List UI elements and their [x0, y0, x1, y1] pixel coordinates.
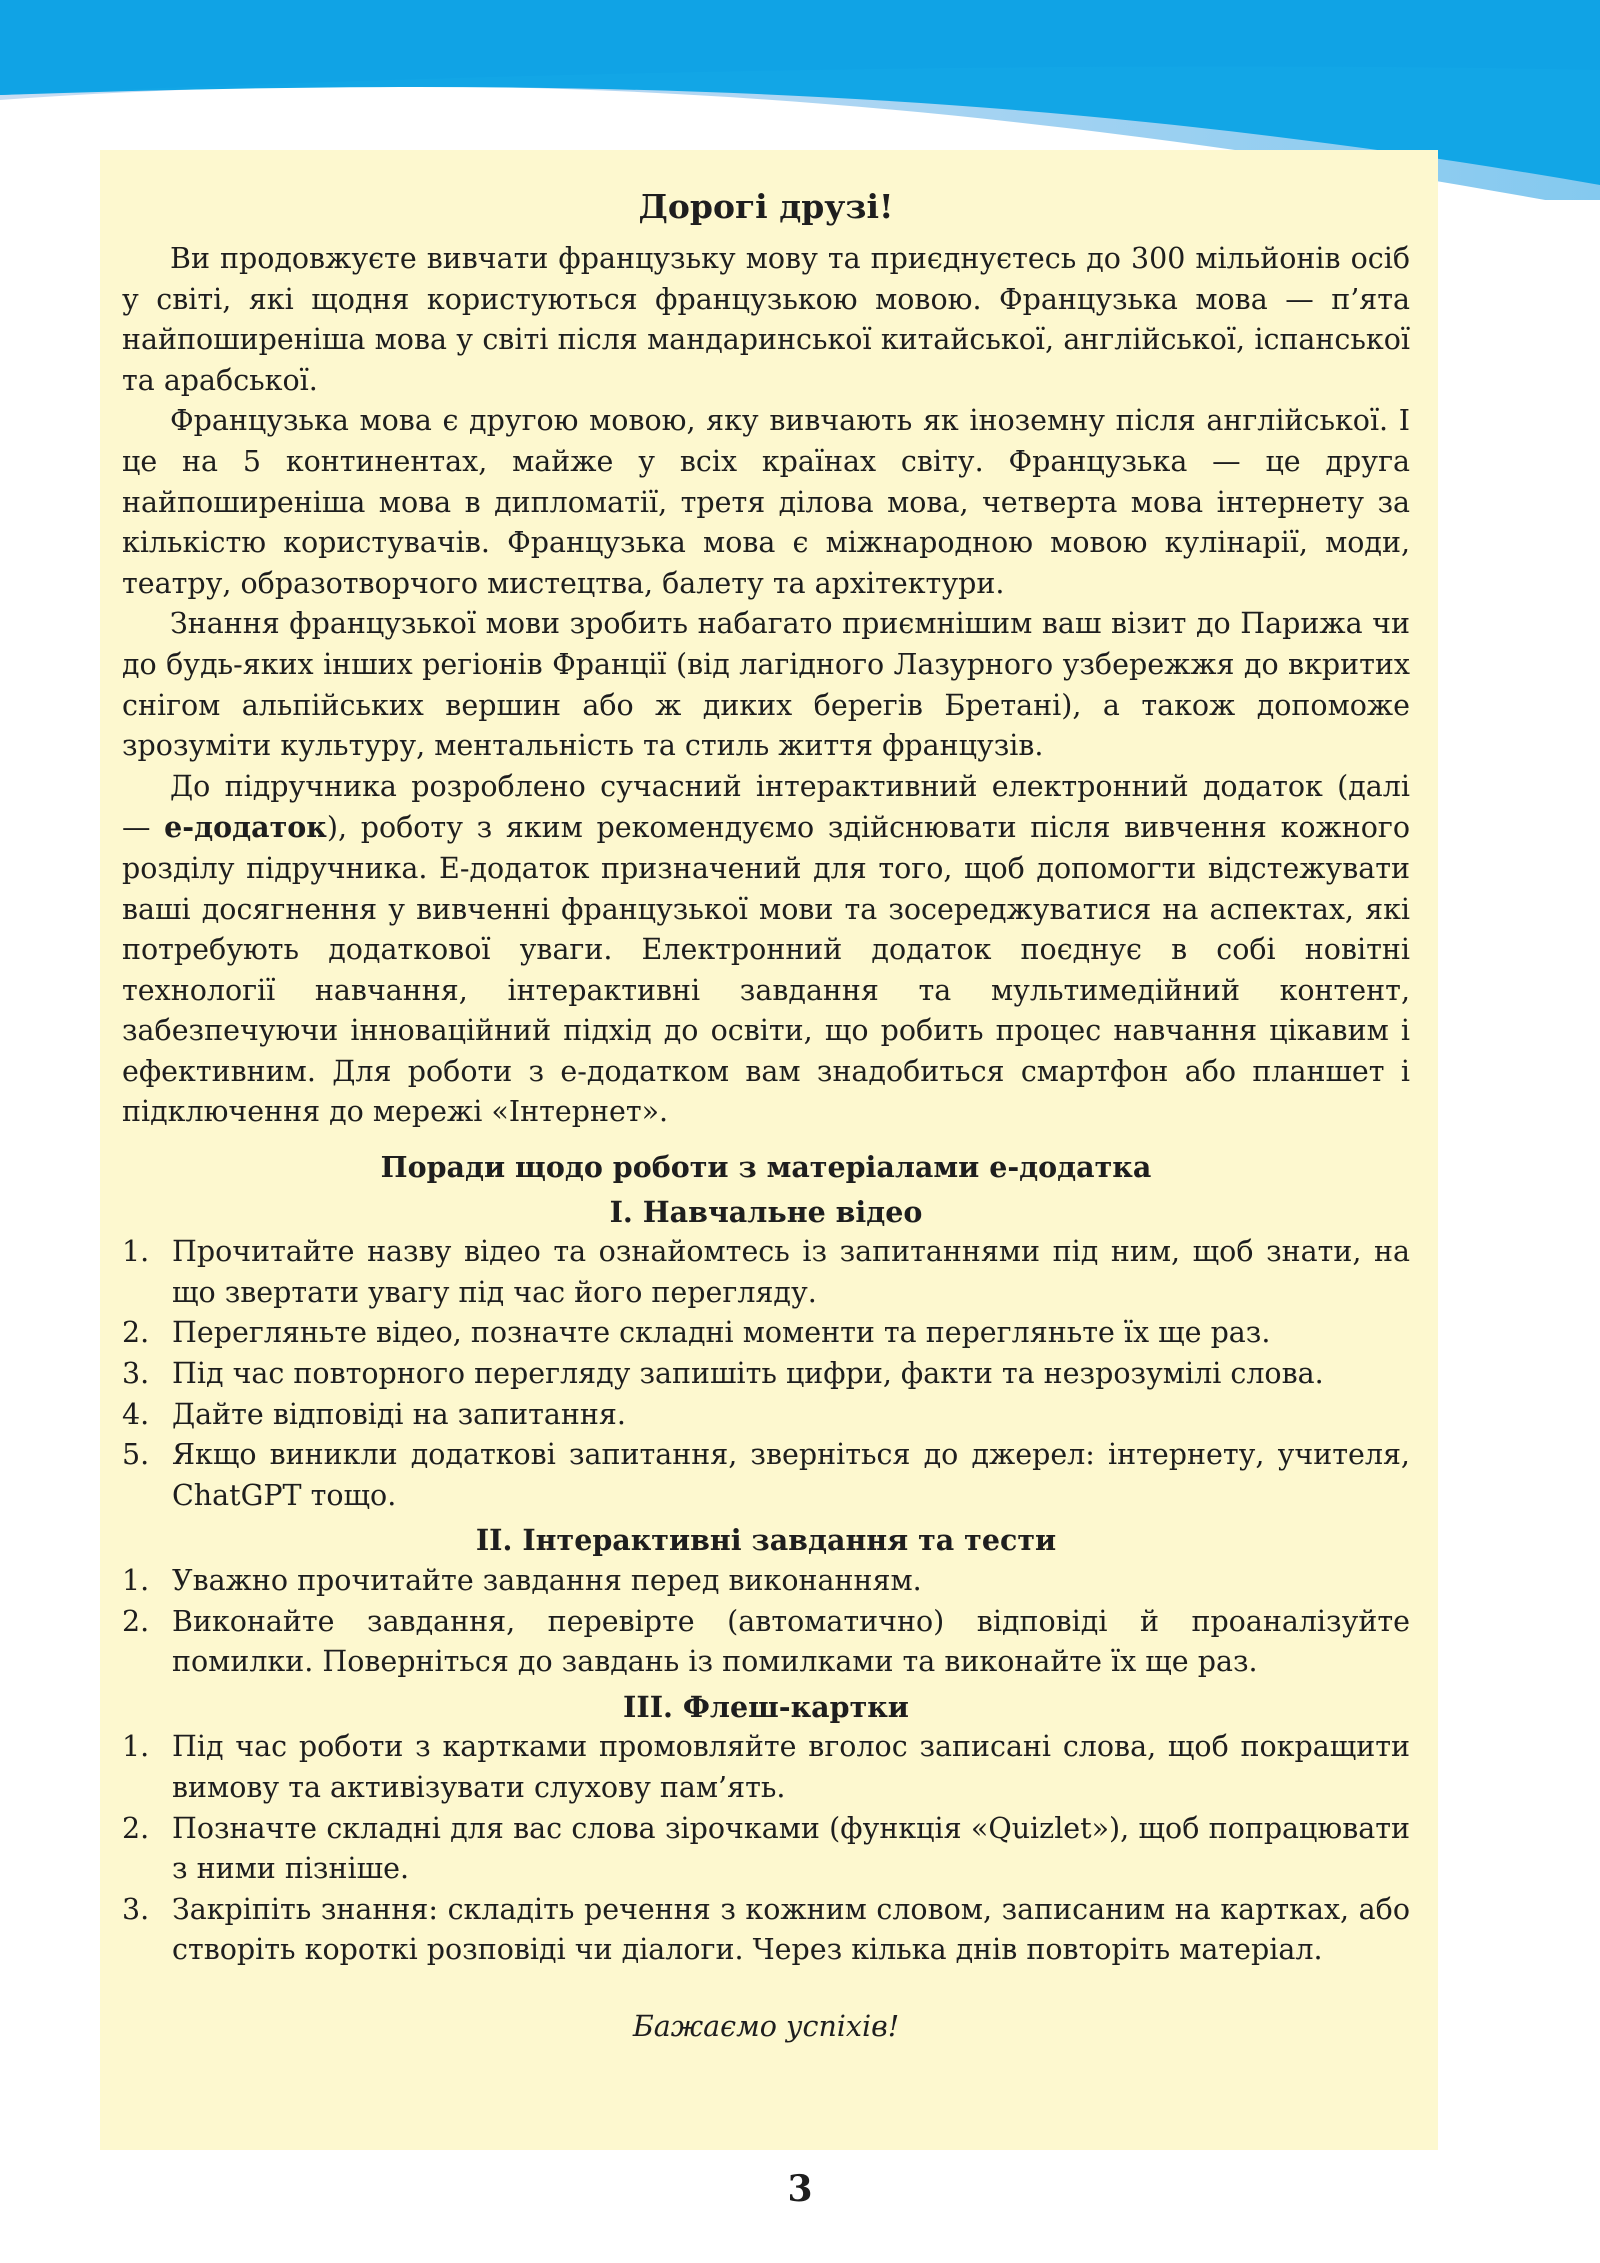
page-number: 3 [787, 2168, 813, 2210]
list-item-text: Позначте складні для вас слова зірочками (функція «Quizlet»), щоб попрацювати з ними пізніше. [172, 1811, 1410, 1886]
list-item-number: 1. [122, 1235, 150, 1269]
section-tasks-list [122, 1561, 1410, 1683]
list-item-number: 2. [122, 1811, 150, 1845]
list-item [122, 1232, 1410, 1313]
page-title: Дорогі друзі! [638, 187, 894, 226]
list-item [122, 1561, 1410, 1602]
edodatok-text-before: До підручника розроблено сучасний інтерактивний електронний додаток (далі — [122, 769, 1410, 845]
list-item-number: 1. [122, 1564, 150, 1597]
section-video-list [122, 1232, 1410, 1516]
intro-paragraph-2: Французька мова є другою мовою, яку вивчають як іноземну після англійської. І це на 5 континентах, майже у всіх країнах світу. Французька — це друга найпоширеніша мова в дипломатії, третя ділова мова, четверта мова інтернету за кількістю користувачів. Французька мова є міжнародною мовою кулінарії, моди, театру, образотворчого мистецтва, балету та архітектури. [122, 404, 1410, 600]
list-item-number: 2. [122, 1316, 150, 1350]
list-item-text: Під час роботи з картками промовляйте вголос записані слова, щоб покращити вимову та активізувати слухову пам’ять. [172, 1730, 1410, 1804]
list-item-number: 3. [122, 1892, 150, 1926]
list-item-text: Закріпіть знання: складіть речення з кожним словом, записаним на картках, або створіть короткі розповіді чи діалоги. Через кілька днів повторіть матеріал. [172, 1892, 1410, 1967]
edodatok-term: е-додаток [164, 810, 327, 845]
list-item [122, 1727, 1410, 1808]
intro-paragraph-1: Ви продовжуєте вивчати французьку мову та приєднуєтесь до 300 мільйонів осіб у світі, які щодня користуються французькою мовою. Французька мова — п’ята найпоширеніша мова у світі після мандаринської китайської, англійської, іспанської та арабської. [122, 242, 1410, 397]
list-item [122, 1354, 1410, 1395]
list-item-text: Виконайте завдання, перевірте (автоматично) відповіді й проаналізуйте помилки. Поверніться до завдань із помилками та виконайте їх ще раз. [172, 1604, 1410, 1679]
list-item [122, 1435, 1410, 1516]
list-item [122, 1602, 1410, 1683]
list-item-number: 4. [122, 1397, 150, 1431]
intro-paragraph-3: Знання французької мови зробить набагато приємнішим ваш візит до Парижа чи до будь-яких інших регіонів Франції (від лагідного Лазурного узбережжя до вкритих снігом альпійських вершин або ж диких берегів Бретані), а також допоможе зрозуміти культуру, ментальність та стиль життя французів. [122, 607, 1410, 763]
list-item-text: Під час повторного перегляду запишіть цифри, факти та незрозумілі слова. [172, 1357, 1324, 1391]
section-tasks-title: ІІ. Інтерактивні завдання та тести [475, 1523, 1057, 1558]
section-video-title: І. Навчальне відео [609, 1194, 923, 1229]
list-item-text: Дайте відповіді на запитання. [172, 1397, 626, 1431]
list-item-text: Прочитайте назву відео та ознайомтесь із запитаннями під ним, щоб знати, на що звертати увагу під час його перегляду. [172, 1235, 1410, 1309]
list-item [122, 1395, 1410, 1436]
list-item [122, 1890, 1410, 1971]
list-item-number: 1. [122, 1730, 150, 1764]
list-item [122, 1313, 1410, 1354]
edodatok-text-after: ), роботу з яким рекомендуємо здійснювати після вивчення кожного розділу підручника. Е-додаток призначений для того, щоб допомогти відстежувати ваші досягнення у вивченні французької мови та зосереджуватися на аспектах, які потребують додаткової уваги. Електронний додаток поєднує в собі новітні технології навчання, інтерактивні завдання та мультимедійний контент, забезпечуючи інноваційний підхід до освіти, що робить процес навчання цікавим і ефективним. Для роботи з е-додатком вам знадобиться смартфон або планшет і підключення до мережі «Інтернет». [122, 811, 1410, 1129]
section-flashcards-title: ІІІ. Флеш-картки [623, 1689, 909, 1724]
list-item-number: 3. [122, 1357, 150, 1391]
list-item-text: Перегляньте відео, позначте складні моменти та перегляньте їх ще раз. [172, 1316, 1271, 1350]
list-item [122, 1809, 1410, 1890]
list-item-number: 2. [122, 1604, 150, 1638]
page-content [122, 185, 1410, 2048]
closing-wish: Бажаємо успіхів! [632, 2009, 900, 2043]
list-item-text: Уважно прочитайте завдання перед виконанням. [172, 1564, 922, 1597]
list-item-text: Якщо виникли додаткові запитання, зверніться до джерел: інтернету, учителя, ChatGPT тощо. [172, 1438, 1410, 1512]
list-item-number: 5. [122, 1438, 150, 1472]
edodatok-paragraph [122, 767, 1410, 1133]
tips-heading: Поради щодо роботи з матеріалами е-додатка [380, 1150, 1152, 1185]
section-flashcards-list [122, 1727, 1410, 1971]
